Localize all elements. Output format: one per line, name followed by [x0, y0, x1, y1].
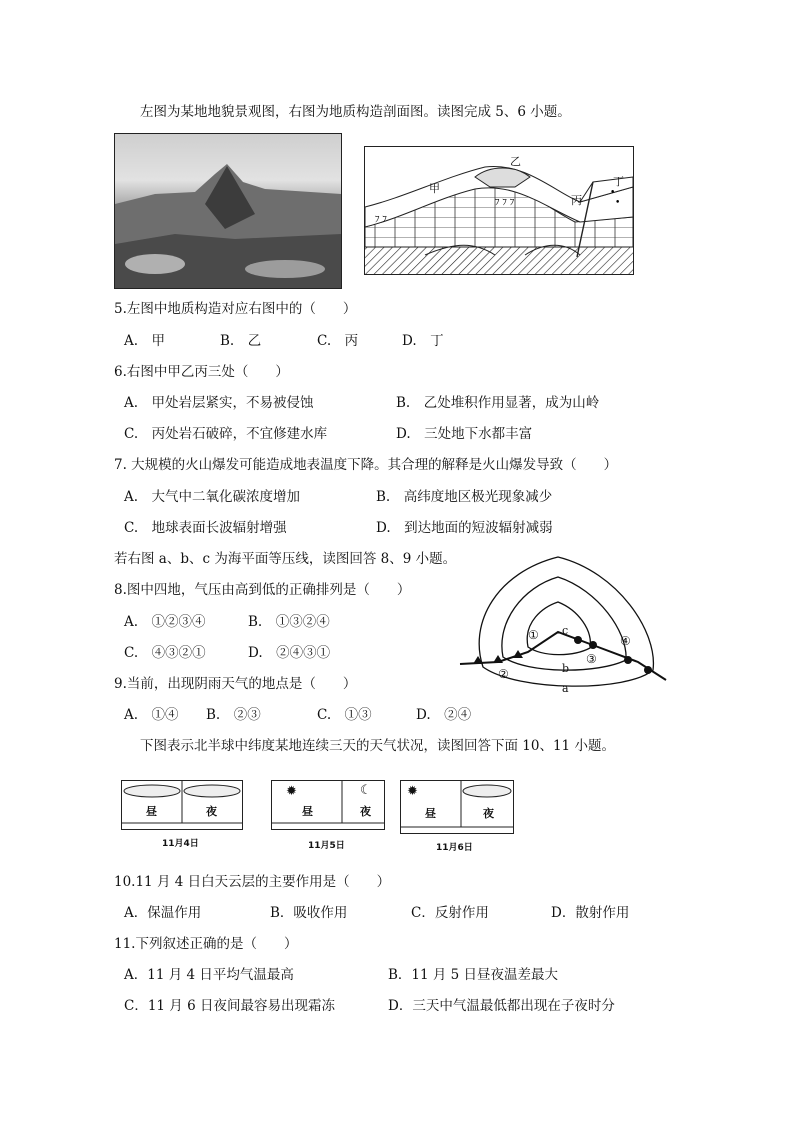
label-ding: 丁 [613, 175, 624, 188]
q10-option-d[interactable]: D．散射作用 [551, 905, 630, 921]
q9-option-b[interactable]: B. ②③ [206, 707, 261, 723]
q8-option-a[interactable]: A. ①②③④ [124, 614, 206, 630]
q6-option-c[interactable]: C. 丙处岩石破碎，不宜修建水库 [124, 426, 328, 442]
q5-option-b[interactable]: B. 乙 [220, 333, 262, 349]
q11-stem: 11.下列叙述正确的是（ ） [114, 936, 298, 952]
isobar-diagram [458, 552, 670, 700]
weather-night-label: 夜 [483, 807, 494, 820]
point-3: ③ [586, 652, 597, 666]
q10-option-a[interactable]: A．保温作用 [124, 905, 202, 921]
q6-option-a[interactable]: A. 甲处岩层紧实，不易被侵蚀 [124, 395, 314, 411]
q10-option-b[interactable]: B．吸收作用 [270, 905, 348, 921]
q10-option-c[interactable]: C．反射作用 [411, 905, 489, 921]
svg-text:•: • [610, 188, 616, 198]
weather-day-label: 昼 [425, 807, 436, 820]
point-2: ② [498, 667, 509, 681]
q7-option-c[interactable]: C. 地球表面长波辐射增强 [124, 520, 287, 536]
q6-stem: 6.右图中甲乙丙三处（ ） [114, 364, 289, 380]
q11-option-a[interactable]: A．11 月 4 日平均气温最高 [124, 967, 294, 983]
weather-day-label: 昼 [146, 805, 157, 818]
landscape-photo [114, 133, 342, 289]
intro-q8-q9: 若右图 a、b、c 为海平面等压线，读图回答 8、9 小题。 [114, 551, 457, 567]
weather-panel-nov6 [400, 780, 514, 834]
isobar-label-c: c [562, 624, 569, 637]
q10-stem: 10.11 月 4 日白天云层的主要作用是（ ） [114, 874, 391, 890]
q9-option-d[interactable]: D. ②④ [416, 707, 472, 723]
q8-option-c[interactable]: C. ④③②① [124, 645, 206, 661]
weather-date-nov4: 11月4日 [162, 839, 199, 849]
q11-option-c[interactable]: C．11 月 6 日夜间最容易出现霜冻 [124, 998, 335, 1014]
q7-stem: 7. 大规模的火山爆发可能造成地表温度下降。其合理的解释是火山爆发导致（ ） [114, 457, 618, 473]
geologic-profile-diagram [364, 146, 634, 275]
point-4: ④ [620, 634, 631, 648]
intro-q10-q11: 下图表示北半球中纬度某地连续三天的天气状况，读图回答下面 10、11 小题。 [140, 738, 615, 754]
weather-panel-nov4 [121, 780, 243, 830]
q5-stem: 5.左图中地质构造对应右图中的（ ） [114, 301, 357, 317]
label-yi: 乙 [510, 155, 521, 168]
q6-option-b[interactable]: B. 乙处堆积作用显著，成为山岭 [396, 395, 600, 411]
q11-option-b[interactable]: B．11 月 5 日昼夜温差最大 [388, 967, 559, 983]
q6-option-d[interactable]: D. 三处地下水都丰富 [396, 426, 533, 442]
sun-icon: ✹ [407, 784, 418, 799]
q5-option-d[interactable]: D. 丁 [402, 333, 444, 349]
q5-option-c[interactable]: C. 丙 [317, 333, 359, 349]
weather-night-label: 夜 [360, 805, 371, 818]
intro-q5-q6: 左图为某地地貌景观图，右图为地质构造剖面图。读图完成 5、6 小题。 [140, 104, 571, 120]
q8-option-b[interactable]: B. ①③②④ [248, 614, 330, 630]
isobar-label-b: b [562, 662, 570, 675]
weather-panel-nov5 [271, 780, 385, 830]
q9-option-a[interactable]: A. ①④ [124, 707, 179, 723]
sun-icon: ✹ [286, 784, 297, 799]
weather-night-label: 夜 [206, 805, 217, 818]
label-bing: 丙 [571, 194, 582, 207]
q8-option-d[interactable]: D. ②④③① [248, 645, 331, 661]
moon-icon: ☾ [360, 783, 372, 798]
q9-stem: 9.当前，出现阴雨天气的地点是（ ） [114, 676, 357, 692]
q7-option-d[interactable]: D. 到达地面的短波辐射减弱 [376, 520, 553, 536]
weather-day-label: 昼 [302, 805, 313, 818]
svg-text:•: • [615, 198, 621, 208]
weather-date-nov5: 11月5日 [308, 841, 345, 851]
q5-option-a[interactable]: A. 甲 [124, 333, 166, 349]
q11-option-d[interactable]: D．三天中气温最低都出现在子夜时分 [388, 998, 615, 1014]
svg-text:ﾌ ﾌ ﾌ: ﾌ ﾌ ﾌ [495, 198, 515, 208]
q9-option-c[interactable]: C. ①③ [317, 707, 372, 723]
q7-option-a[interactable]: A. 大气中二氧化碳浓度增加 [124, 489, 301, 505]
label-jia: 甲 [429, 182, 440, 195]
q7-option-b[interactable]: B. 高纬度地区极光现象减少 [376, 489, 553, 505]
point-1: ① [528, 628, 539, 642]
svg-text:ﾌ ﾌ: ﾌ ﾌ [375, 215, 387, 225]
weather-date-nov6: 11月6日 [436, 843, 473, 853]
isobar-label-a: a [562, 682, 569, 695]
q8-stem: 8.图中四地，气压由高到低的正确排列是（ ） [114, 582, 411, 598]
